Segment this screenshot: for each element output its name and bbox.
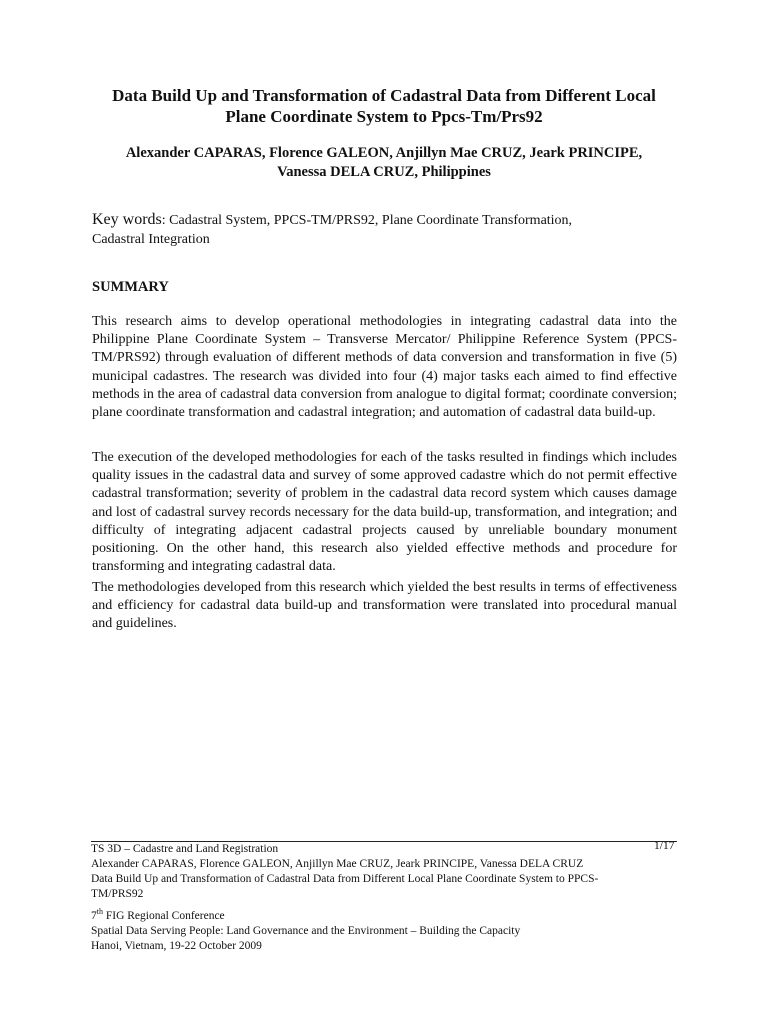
- conference-number: 7: [91, 910, 97, 922]
- paper-authors: [70, 144, 698, 182]
- keywords-label: Key words: [92, 211, 162, 228]
- conference-title: [91, 909, 681, 924]
- paper-authors-line-2: Vanessa DELA CRUZ, Philippines: [277, 164, 491, 180]
- paper-authors-line-1: Alexander CAPARAS, Florence GALEON, Anjillyn Mae CRUZ, Jeark PRINCIPE,: [125, 145, 643, 161]
- summary-paragraph-1: This research aims to develop operational methodologies in integrating cadastral data into the Philippine Plane Coordinate System – Transverse Mercator/ Philippine Reference System (PPCS-TM/PRS92) through evaluation of different methods of data conversion and transformation in five (5) municipal cadastres. The research was divided into four (4) major tasks each aimed to find effective methods in the area of cadastral data conversion from analogue to digital format; coordinate conversion; plane coordinate transformation and cadastral integration; and automation of cadastral data build-up.: [92, 314, 677, 421]
- footer-session: TS 3D – Cadastre and Land Registration: [91, 843, 279, 855]
- paper-title: [70, 85, 698, 127]
- paper-title-line-2: Plane Coordinate System to Ppcs-Tm/Prs92: [225, 107, 543, 126]
- summary-heading: SUMMARY: [92, 279, 169, 295]
- conference-ordinal: th: [96, 907, 103, 917]
- keywords-text-line-2: Cadastral Integration: [92, 232, 210, 247]
- footer-title-line-1: Data Build Up and Transformation of Cadastral Data from Different Local Plane Coordinate System to PPCS-: [91, 873, 599, 885]
- footer-conference: [91, 909, 681, 954]
- keywords-text-line-1: : Cadastral System, PPCS-TM/PRS92, Plane Coordinate Transformation,: [161, 213, 573, 228]
- keywords-block: [92, 210, 692, 249]
- conference-theme: Spatial Data Serving People: Land Governance and the Environment – Building the Capacity: [91, 925, 521, 937]
- summary-paragraph-2: The execution of the developed methodologies for each of the tasks resulted in findings which includes quality issues in the cadastral data and survey of some approved cadastre which do not permit effective cadastral transformation; severity of problem in the cadastral data record system which causes damage and lost of cadastral survey records necessary for the data build-up, transformation, and integration; and difficulty of integrating adjacent cadastral projects caused by unreliable boundary monument positioning. On the other hand, this research also yielded effective methods and procedure for transforming and integrating cadastral data.: [92, 450, 677, 575]
- conference-name: FIG Regional Conference: [102, 910, 225, 922]
- paper-title-line-1: Data Build Up and Transformation of Cadastral Data from Different Local: [112, 86, 656, 105]
- footer-authors: Alexander CAPARAS, Florence GALEON, Anjillyn Mae CRUZ, Jeark PRINCIPE, Vanessa DELA CRUZ: [91, 858, 584, 870]
- page-number: 1/17: [654, 840, 675, 852]
- summary-paragraph-3: The methodologies developed from this research which yielded the best results in terms of effectiveness and efficiency for cadastral data build-up and transformation were translated into procedural manual and guidelines.: [92, 580, 677, 632]
- conference-location: Hanoi, Vietnam, 19-22 October 2009: [91, 940, 262, 952]
- footer-title-line-2: TM/PRS92: [91, 888, 144, 900]
- footer-citation: [91, 842, 681, 902]
